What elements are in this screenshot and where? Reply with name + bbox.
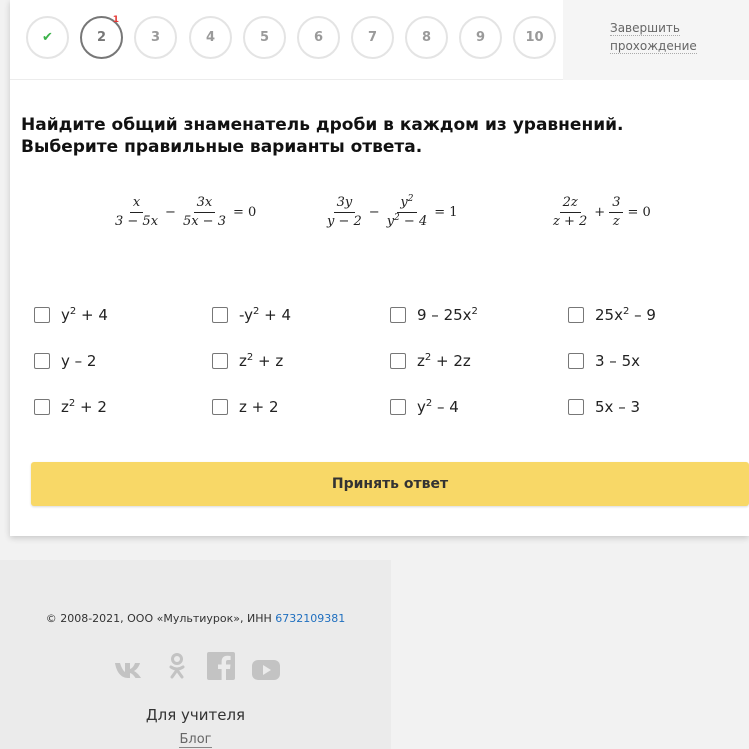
step-7-button[interactable]: 7 xyxy=(351,16,394,59)
vk-icon[interactable] xyxy=(113,656,149,684)
facebook-icon[interactable] xyxy=(207,652,235,680)
fraction: $\frac{3}{z}$ xyxy=(609,196,623,229)
blog-link[interactable]: Блог xyxy=(179,732,212,747)
inn-link[interactable]: 6732109381 xyxy=(275,612,346,625)
option-checkbox[interactable]: z + 2 xyxy=(212,398,279,416)
equation-1: $\frac{x}{3 - 5x}$ − $\frac{3x}{5x - 3}$ = 0 xyxy=(110,196,258,229)
checkbox-icon[interactable] xyxy=(568,307,584,323)
fraction: $\frac{x}{3 - 5x}$ xyxy=(115,195,159,229)
option-checkbox[interactable]: $y^2 + 4$ xyxy=(34,306,108,324)
option-checkbox[interactable]: $25x^2 - 9$ xyxy=(568,306,656,324)
checkbox-icon[interactable] xyxy=(568,399,584,415)
fraction: $\frac{2z}{z + 2}$ xyxy=(553,195,588,229)
answer-options xyxy=(34,306,734,446)
checkbox-icon[interactable] xyxy=(568,353,584,369)
checkbox-icon[interactable] xyxy=(34,399,50,415)
question-text: Найдите общий знаменатель дроби в каждом из уравнений. Выберите правильные варианты ответа. xyxy=(21,115,624,157)
checkbox-icon[interactable] xyxy=(390,353,406,369)
for-teachers-link[interactable]: Для учителя xyxy=(145,706,246,724)
option-checkbox[interactable]: $9 - 25x^2$ xyxy=(390,306,478,324)
test-card xyxy=(10,0,749,536)
option-checkbox[interactable]: $-y^2 + 4$ xyxy=(212,306,291,324)
fraction: $\frac{3y}{y - 2}$ xyxy=(327,195,362,229)
option-checkbox[interactable]: $z^2 + 2z$ xyxy=(390,352,471,370)
checkbox-icon[interactable] xyxy=(34,307,50,323)
finish-test-link[interactable]: Завершить прохождение xyxy=(610,21,697,53)
checkbox-icon[interactable] xyxy=(34,353,50,369)
checkbox-icon[interactable] xyxy=(390,307,406,323)
step-5-button[interactable]: 5 xyxy=(243,16,286,59)
option-checkbox[interactable]: y – 2 xyxy=(34,352,96,370)
equation-3: $\frac{2z}{z + 2}$ + $\frac{3}{z}$ = 0 xyxy=(548,196,653,229)
checkmark-icon: ✔ xyxy=(42,30,53,45)
step-2-current-button[interactable]: 2 1 xyxy=(80,16,123,59)
step-1-done-button[interactable] xyxy=(26,16,69,59)
step-6-button[interactable]: 6 xyxy=(297,16,340,59)
equation-2: $\frac{3y}{y - 2}$ − $\frac{y^2}{y^2 - 4}$ = 1 xyxy=(322,196,460,229)
step-4-button[interactable]: 4 xyxy=(189,16,232,59)
youtube-icon[interactable] xyxy=(252,656,280,684)
option-checkbox[interactable]: $z^2 + z$ xyxy=(212,352,283,370)
option-checkbox[interactable]: $z^2 + 2$ xyxy=(34,398,107,416)
fraction: $\frac{3x}{5x - 3}$ xyxy=(182,195,226,229)
option-checkbox[interactable]: 3 – 5x xyxy=(568,352,640,370)
finish-panel xyxy=(563,0,749,80)
checkbox-icon[interactable] xyxy=(390,399,406,415)
step-3-button[interactable]: 3 xyxy=(134,16,177,59)
checkbox-icon[interactable] xyxy=(212,307,228,323)
submit-answer-button[interactable]: Принять ответ xyxy=(31,462,749,506)
option-checkbox[interactable]: 5x – 3 xyxy=(568,398,640,416)
copyright: © 2008-2021, ООО «Мультиурок», ИНН 6732109381 xyxy=(45,612,346,625)
option-checkbox[interactable]: $y^2 - 4$ xyxy=(390,398,459,416)
footer xyxy=(0,560,391,749)
odnoklassniki-icon[interactable] xyxy=(168,652,186,680)
checkbox-icon[interactable] xyxy=(212,399,228,415)
question-navigation xyxy=(10,0,749,80)
step-10-button[interactable]: 10 xyxy=(513,16,556,59)
step-9-button[interactable]: 9 xyxy=(459,16,502,59)
checkbox-icon[interactable] xyxy=(212,353,228,369)
social-links xyxy=(113,652,283,682)
attempt-badge: 1 xyxy=(112,15,119,25)
step-8-button[interactable]: 8 xyxy=(405,16,448,59)
fraction: $\frac{y^2}{y^2 - 4}$ xyxy=(386,194,428,229)
